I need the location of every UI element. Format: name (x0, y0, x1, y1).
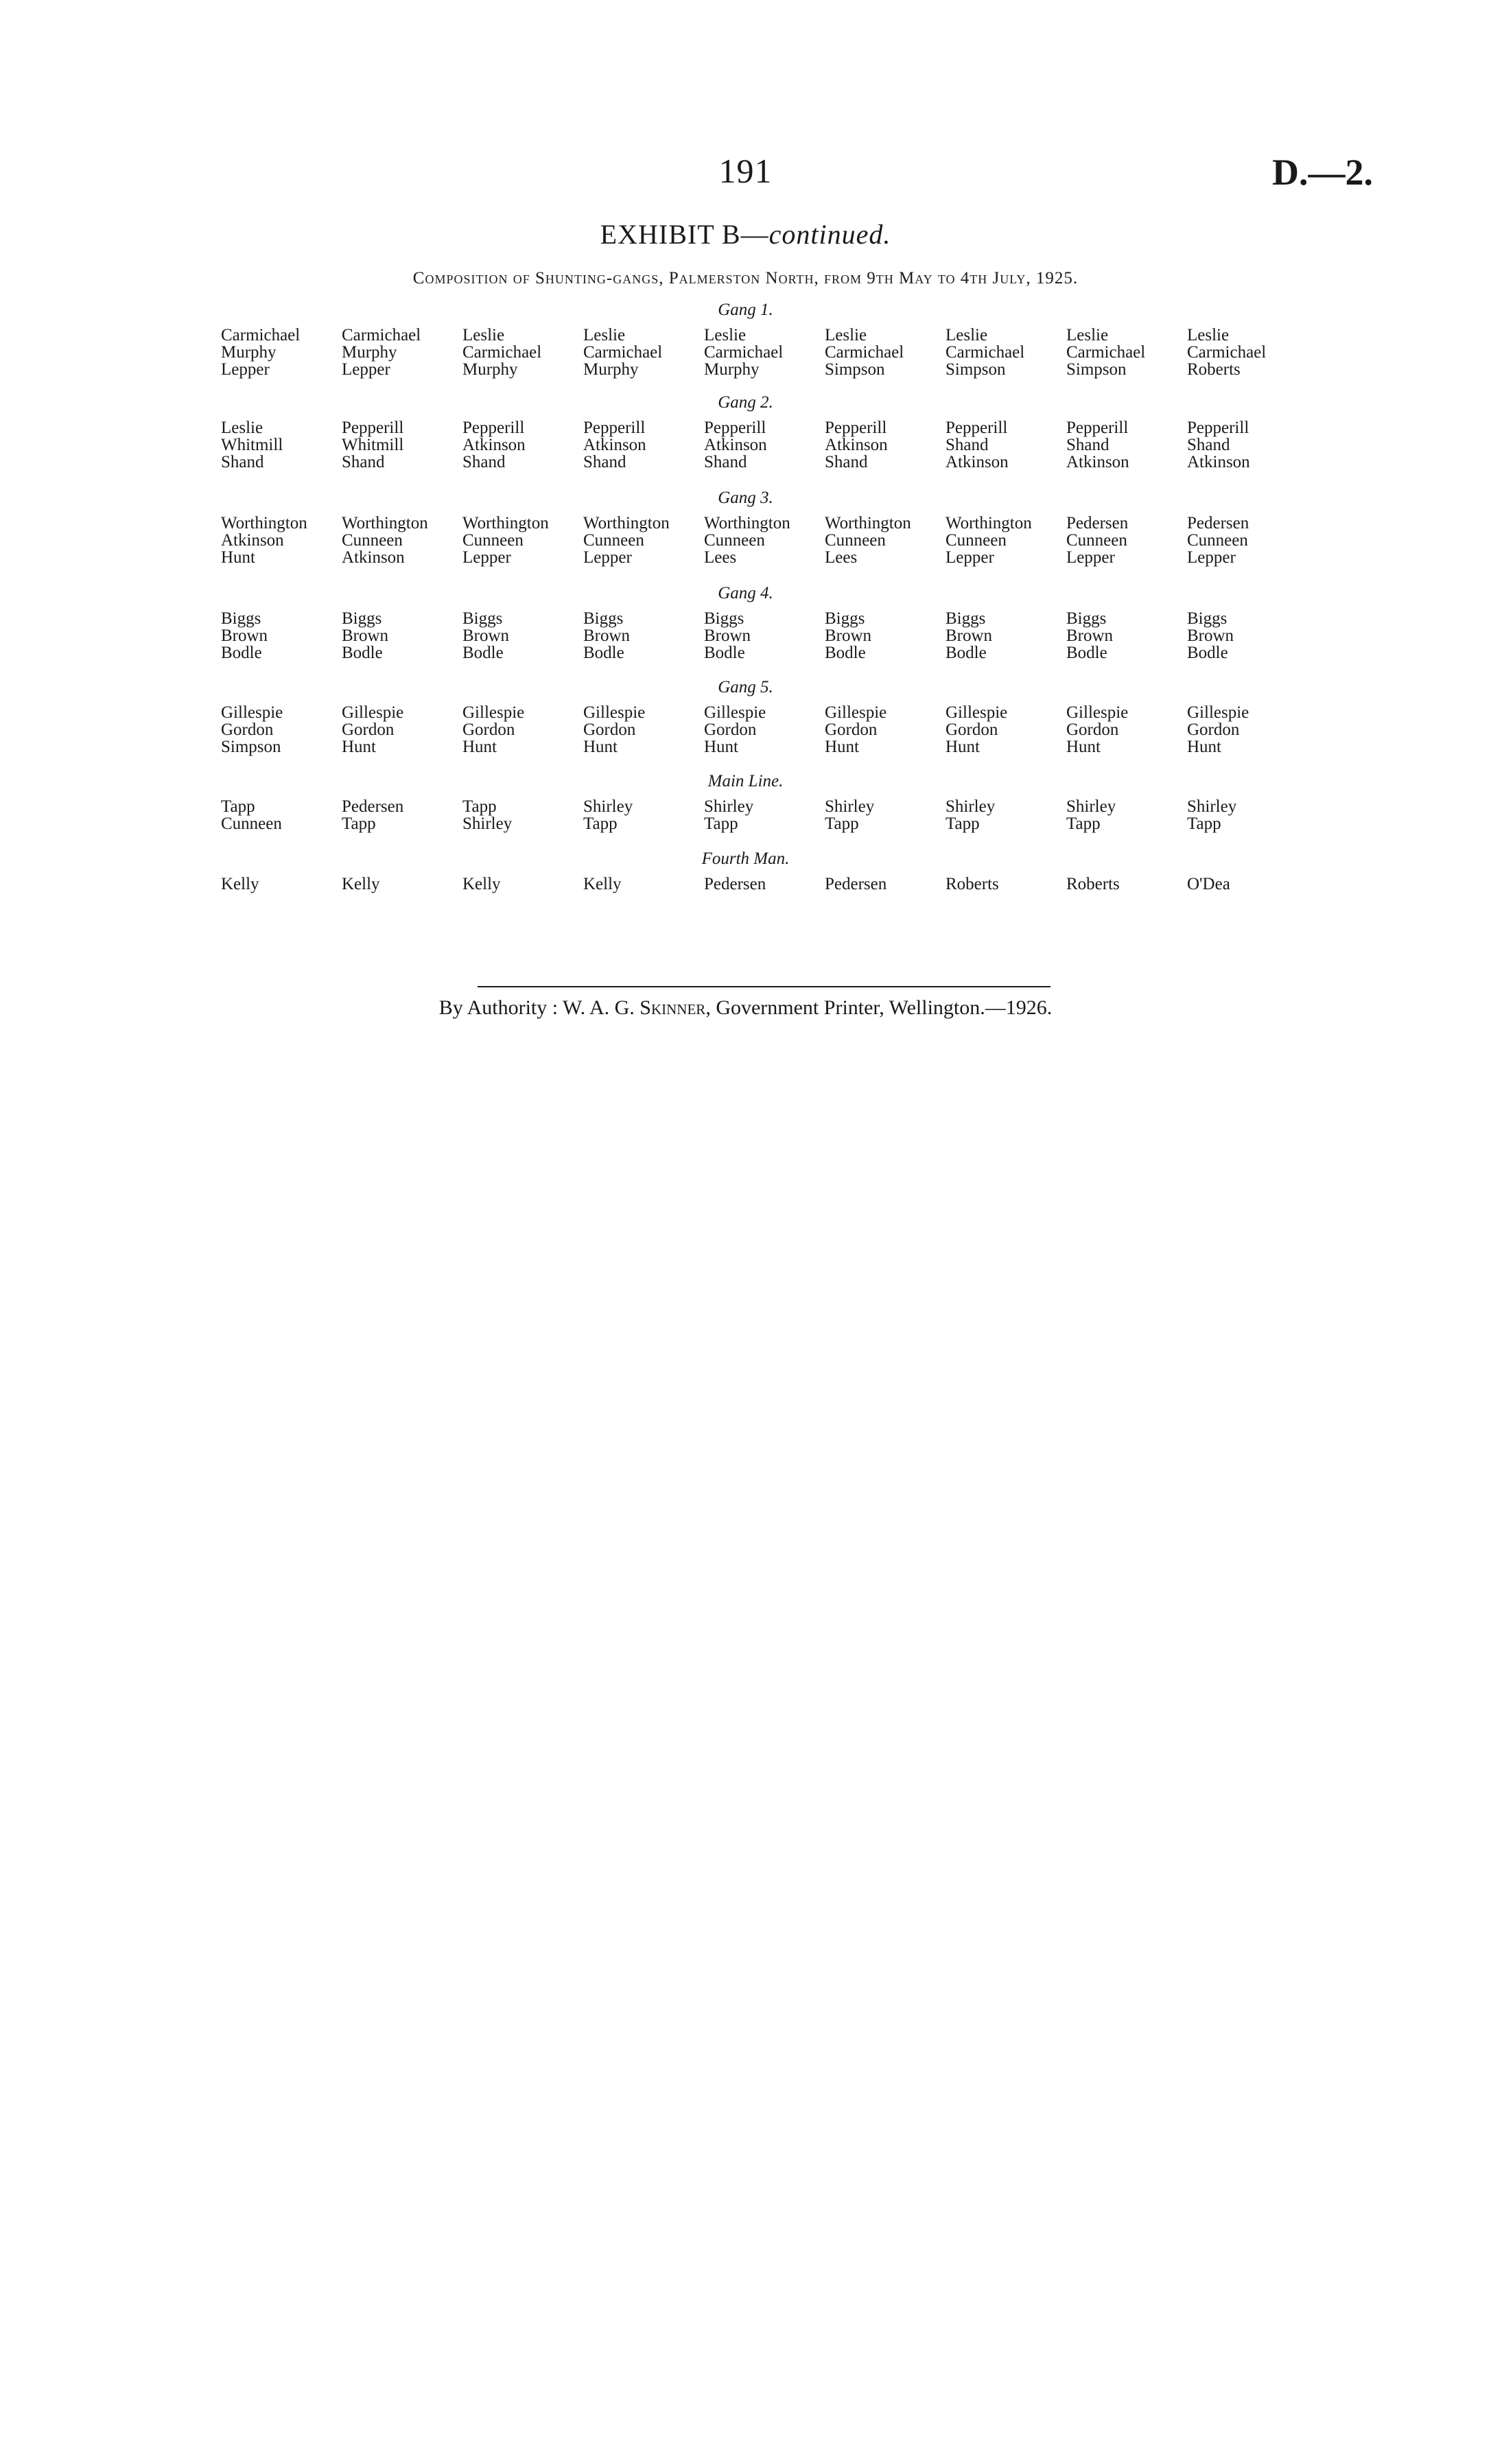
roster-column (221, 610, 342, 661)
crew-member-name: Shirley (1066, 797, 1116, 816)
roster-column (1066, 327, 1187, 378)
roster-column (221, 876, 342, 893)
crew-member-name: Gordon (825, 720, 878, 739)
crew-member-name: Brown (221, 626, 268, 645)
crew-member-name: Shand (221, 453, 264, 471)
crew-member-name: Pedersen (342, 797, 404, 816)
crew-member-name: Hunt (946, 738, 980, 756)
crew-member-name: Tapp (946, 814, 980, 833)
roster-column (946, 419, 1066, 471)
roster-column (1187, 798, 1308, 832)
roster-column (583, 798, 704, 832)
crew-member-name: Gordon (583, 720, 636, 739)
crew-member-name: Pepperill (342, 419, 404, 437)
crew-member-name: Cunneen (1066, 531, 1127, 550)
crew-member-name: Tapp (462, 797, 497, 816)
crew-member-name: Lees (825, 548, 858, 567)
crew-member-name: Pedersen (1066, 514, 1129, 532)
roster-column (825, 419, 946, 471)
roster-column (1066, 798, 1187, 832)
crew-member-name: Biggs (583, 609, 624, 628)
roster-column (221, 704, 342, 755)
crew-member-name: Leslie (462, 326, 505, 344)
roster-column (704, 704, 825, 755)
roster-column (1187, 610, 1308, 661)
crew-member-name: Cunneen (946, 531, 1007, 550)
crew-member-name: Cunneen (583, 531, 644, 550)
crew-member-name: Worthington (946, 514, 1032, 532)
crew-member-name: Tapp (221, 797, 255, 816)
crew-member-name: Carmichael (221, 326, 301, 344)
crew-member-name: Tapp (342, 814, 376, 833)
roster-column (825, 515, 946, 566)
crew-member-name: Shand (1066, 436, 1110, 454)
crew-member-name: Worthington (704, 514, 790, 532)
roster-column (462, 704, 583, 755)
crew-member-name: Shand (704, 453, 747, 471)
crew-member-name: Biggs (704, 609, 744, 628)
gang-roster (221, 610, 1291, 661)
crew-member-name: Tapp (704, 814, 738, 833)
roster-column (946, 876, 1066, 893)
roster-column (583, 515, 704, 566)
imprint-prefix: By Authority : W. A. G. (438, 996, 640, 1019)
roster-column (583, 704, 704, 755)
crew-member-name: Tapp (825, 814, 859, 833)
roster-column (583, 327, 704, 378)
gang-heading: Gang 3. (718, 489, 773, 507)
roster-column (1187, 515, 1308, 566)
crew-member-name: Carmichael (825, 343, 904, 362)
crew-member-name: Leslie (221, 419, 263, 437)
crew-member-name: Tapp (583, 814, 618, 833)
crew-member-name: Gordon (462, 720, 515, 739)
crew-member-name: Brown (1187, 626, 1234, 645)
roster-column (221, 327, 342, 378)
document-reference: D.—2. (1272, 152, 1373, 193)
roster-column (946, 704, 1066, 755)
crew-member-name: Whitmill (342, 436, 404, 454)
crew-member-name: Leslie (825, 326, 867, 344)
roster-column (1187, 876, 1308, 893)
crew-member-name: Atkinson (342, 548, 405, 567)
crew-member-name: Gordon (946, 720, 998, 739)
crew-member-name: Roberts (1187, 360, 1241, 379)
crew-member-name: Leslie (583, 326, 626, 344)
crew-member-name: Atkinson (946, 453, 1009, 471)
exhibit-title-continued: continued. (768, 219, 891, 250)
crew-member-name: Gillespie (704, 703, 766, 722)
gang-roster (221, 327, 1291, 378)
crew-member-name: Lepper (583, 548, 632, 567)
roster-column (342, 610, 462, 661)
roster-column (1187, 419, 1308, 471)
crew-member-name: Murphy (704, 360, 760, 379)
crew-member-name: Biggs (825, 609, 865, 628)
crew-member-name: Murphy (342, 343, 397, 362)
roster-column (1066, 419, 1187, 471)
roster-column (1066, 704, 1187, 755)
crew-member-name: Carmichael (342, 326, 421, 344)
roster-column (1066, 515, 1187, 566)
crew-member-name: Shirley (946, 797, 996, 816)
gang-roster (221, 704, 1291, 755)
crew-member-name: Gordon (342, 720, 395, 739)
crew-member-name: Bodle (825, 644, 866, 662)
gang-heading: Gang 4. (718, 584, 773, 602)
crew-member-name: Carmichael (704, 343, 784, 362)
gang-roster (221, 515, 1291, 566)
roster-column (342, 515, 462, 566)
crew-member-name: Cunneen (342, 531, 403, 550)
roster-column (825, 798, 946, 832)
crew-member-name: Shand (462, 453, 506, 471)
crew-member-name: Gordon (1066, 720, 1119, 739)
crew-member-name: Brown (583, 626, 631, 645)
gang-roster (221, 798, 1291, 832)
crew-member-name: Shand (1187, 436, 1230, 454)
gang-heading: Gang 5. (718, 678, 773, 696)
crew-member-name: Hunt (221, 548, 255, 567)
roster-column (462, 419, 583, 471)
crew-member-name: Leslie (1066, 326, 1109, 344)
crew-member-name: Hunt (462, 738, 497, 756)
roster-column (704, 419, 825, 471)
crew-member-name: Bodle (1066, 644, 1107, 662)
crew-member-name: Hunt (704, 738, 738, 756)
roster-column (946, 515, 1066, 566)
crew-member-name: Simpson (221, 738, 281, 756)
roster-column (221, 515, 342, 566)
roster-column (342, 419, 462, 471)
imprint-printer-name: Skinner (639, 996, 706, 1019)
crew-member-name: Pedersen (704, 875, 766, 893)
crew-member-name: Cunneen (462, 531, 524, 550)
crew-member-name: Gillespie (221, 703, 283, 722)
roster-column (221, 419, 342, 471)
crew-member-name: Pepperill (704, 419, 766, 437)
crew-member-name: Pedersen (825, 875, 887, 893)
roster-column (825, 704, 946, 755)
crew-member-name: Shand (825, 453, 868, 471)
roster-column (704, 327, 825, 378)
roster-column (583, 419, 704, 471)
crew-member-name: Pepperill (462, 419, 525, 437)
exhibit-title (0, 218, 1491, 250)
roster-column (583, 610, 704, 661)
crew-member-name: Cunneen (825, 531, 886, 550)
crew-member-name: Kelly (583, 875, 622, 893)
crew-member-name: Pepperill (583, 419, 646, 437)
crew-member-name: Bodle (462, 644, 504, 662)
footer-rule (478, 986, 1050, 987)
crew-member-name: Bodle (583, 644, 624, 662)
crew-member-name: Murphy (462, 360, 518, 379)
crew-member-name: Carmichael (946, 343, 1025, 362)
crew-member-name: Hunt (1066, 738, 1101, 756)
crew-member-name: Carmichael (1187, 343, 1267, 362)
crew-member-name: Bodle (221, 644, 262, 662)
crew-member-name: Biggs (1187, 609, 1228, 628)
crew-member-name: Simpson (1066, 360, 1127, 379)
crew-member-name: Roberts (1066, 875, 1120, 893)
roster-column (704, 876, 825, 893)
roster-column (342, 798, 462, 832)
crew-member-name: Leslie (1187, 326, 1230, 344)
page-number: 191 (718, 152, 773, 190)
crew-member-name: Worthington (583, 514, 670, 532)
crew-member-name: Lepper (462, 548, 511, 567)
crew-member-name: Shirley (704, 797, 754, 816)
crew-member-name: Carmichael (1066, 343, 1146, 362)
crew-member-name: O'Dea (1187, 875, 1230, 893)
crew-member-name: Hunt (342, 738, 376, 756)
crew-member-name: Leslie (946, 326, 988, 344)
crew-member-name: Biggs (462, 609, 503, 628)
crew-member-name: Carmichael (583, 343, 663, 362)
roster-column (221, 798, 342, 832)
crew-member-name: Brown (342, 626, 389, 645)
crew-member-name: Gillespie (1066, 703, 1129, 722)
crew-member-name: Carmichael (462, 343, 542, 362)
roster-column (462, 515, 583, 566)
crew-member-name: Brown (825, 626, 872, 645)
roster-column (342, 327, 462, 378)
roster-column (946, 798, 1066, 832)
crew-member-name: Gillespie (342, 703, 404, 722)
crew-member-name: Worthington (221, 514, 307, 532)
imprint-suffix: , Government Printer, Wellington.—1926. (705, 996, 1053, 1019)
crew-member-name: Atkinson (221, 531, 284, 550)
crew-member-name: Hunt (1187, 738, 1221, 756)
crew-member-name: Atkinson (1066, 453, 1129, 471)
roster-column (704, 610, 825, 661)
crew-member-name: Lepper (946, 548, 994, 567)
crew-member-name: Pepperill (946, 419, 1008, 437)
crew-member-name: Brown (704, 626, 751, 645)
roster-column (462, 798, 583, 832)
crew-member-name: Bodle (946, 644, 987, 662)
roster-column (342, 876, 462, 893)
gang-roster (221, 876, 1291, 893)
gang-heading: Gang 2. (718, 393, 773, 412)
crew-member-name: Pepperill (1066, 419, 1129, 437)
crew-member-name: Kelly (221, 875, 259, 893)
roster-column (462, 327, 583, 378)
crew-member-name: Cunneen (1187, 531, 1248, 550)
crew-member-name: Atkinson (704, 436, 767, 454)
crew-member-name: Shirley (1187, 797, 1237, 816)
roster-column (1187, 704, 1308, 755)
roster-column (825, 610, 946, 661)
crew-member-name: Worthington (462, 514, 549, 532)
crew-member-name: Shand (583, 453, 626, 471)
crew-member-name: Brown (946, 626, 993, 645)
crew-member-name: Lees (704, 548, 737, 567)
roster-column (825, 327, 946, 378)
crew-member-name: Whitmill (221, 436, 283, 454)
crew-member-name: Gillespie (825, 703, 887, 722)
crew-member-name: Brown (1066, 626, 1114, 645)
roster-column (704, 798, 825, 832)
crew-member-name: Gillespie (462, 703, 525, 722)
crew-member-name: Simpson (946, 360, 1006, 379)
crew-member-name: Bodle (704, 644, 745, 662)
crew-member-name: Shand (342, 453, 385, 471)
crew-member-name: Hunt (825, 738, 859, 756)
crew-member-name: Gordon (221, 720, 274, 739)
crew-member-name: Hunt (583, 738, 618, 756)
crew-member-name: Pedersen (1187, 514, 1249, 532)
roster-column (1066, 610, 1187, 661)
roster-column (704, 515, 825, 566)
exhibit-title-main: EXHIBIT B— (600, 219, 769, 250)
crew-member-name: Shirley (462, 814, 513, 833)
roster-column (946, 610, 1066, 661)
crew-member-name: Lepper (1187, 548, 1236, 567)
crew-member-name: Leslie (704, 326, 747, 344)
crew-member-name: Murphy (221, 343, 277, 362)
crew-member-name: Biggs (1066, 609, 1107, 628)
crew-member-name: Atkinson (462, 436, 526, 454)
gang-heading: Fourth Man. (701, 849, 790, 868)
crew-member-name: Atkinson (825, 436, 888, 454)
crew-member-name: Pepperill (1187, 419, 1249, 437)
crew-member-name: Shirley (825, 797, 875, 816)
gang-roster (221, 419, 1291, 471)
crew-member-name: Biggs (221, 609, 261, 628)
roster-column (1187, 327, 1308, 378)
crew-member-name: Gordon (1187, 720, 1240, 739)
table-subtitle: Composition of Shunting-gangs, Palmerston North, from 9th May to 4th July, 1925. (412, 269, 1079, 288)
crew-member-name: Worthington (825, 514, 911, 532)
crew-member-name: Roberts (946, 875, 999, 893)
crew-member-name: Atkinson (583, 436, 646, 454)
roster-column (825, 876, 946, 893)
crew-member-name: Bodle (1187, 644, 1228, 662)
roster-column (946, 327, 1066, 378)
crew-member-name: Simpson (825, 360, 885, 379)
roster-column (583, 876, 704, 893)
crew-member-name: Tapp (1187, 814, 1221, 833)
roster-column (342, 704, 462, 755)
roster-column (462, 610, 583, 661)
crew-member-name: Lepper (221, 360, 270, 379)
crew-member-name: Cunneen (221, 814, 282, 833)
gang-heading: Main Line. (707, 772, 784, 790)
crew-member-name: Kelly (462, 875, 501, 893)
crew-member-name: Pepperill (825, 419, 887, 437)
roster-column (1066, 876, 1187, 893)
crew-member-name: Worthington (342, 514, 428, 532)
crew-member-name: Gillespie (1187, 703, 1249, 722)
crew-member-name: Shirley (583, 797, 633, 816)
crew-member-name: Murphy (583, 360, 639, 379)
crew-member-name: Bodle (342, 644, 383, 662)
gang-heading: Gang 1. (718, 301, 773, 319)
crew-member-name: Brown (462, 626, 510, 645)
crew-member-name: Atkinson (1187, 453, 1250, 471)
roster-column (462, 876, 583, 893)
crew-member-name: Lepper (342, 360, 390, 379)
crew-member-name: Shand (946, 436, 989, 454)
crew-member-name: Lepper (1066, 548, 1115, 567)
crew-member-name: Gordon (704, 720, 757, 739)
crew-member-name: Biggs (946, 609, 986, 628)
crew-member-name: Cunneen (704, 531, 765, 550)
crew-member-name: Gillespie (583, 703, 646, 722)
crew-member-name: Biggs (342, 609, 382, 628)
crew-member-name: Kelly (342, 875, 380, 893)
printer-imprint (0, 996, 1491, 1020)
crew-member-name: Tapp (1066, 814, 1101, 833)
crew-member-name: Gillespie (946, 703, 1008, 722)
